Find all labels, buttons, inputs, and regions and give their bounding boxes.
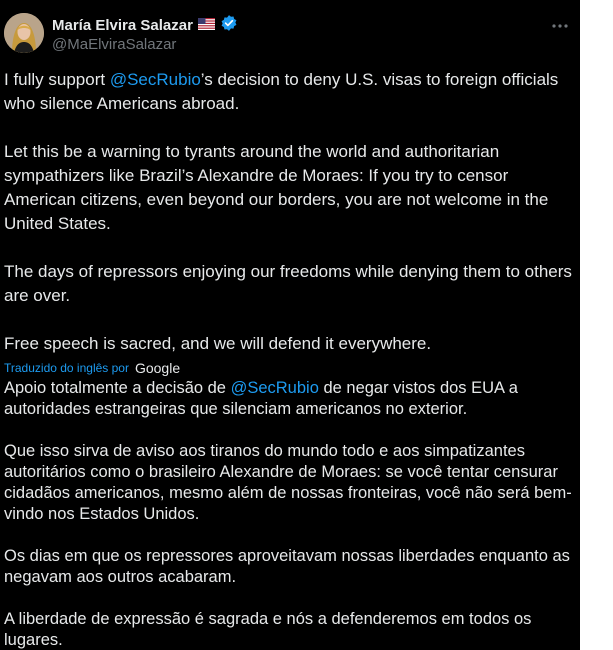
tweet-header: [0, 0, 580, 64]
tweet-paragraph: [4, 68, 572, 116]
text-segment: Apoio totalmente a decisão de: [4, 379, 231, 397]
tweet-paragraph: Free speech is sacred, and we will defend it everywhere.: [4, 334, 432, 353]
translated-paragraph: Que isso sirva de aviso aos tiranos do mundo todo e aos simpatizantes autoritários como o brasileiro Alexandre de Moraes: se você tentar censurar cidadãos americanos, mesmo além de nossas fronteiras, você não será bem-vindo nos Estados Unidos.: [4, 442, 572, 523]
tweet-text: [4, 68, 572, 356]
text-segment: ’s decision to deny U.S. visas to foreign officials who silence Americans abroad.: [4, 70, 559, 113]
tweet-paragraph: The days of repressors enjoying our freedoms while denying them to others are over.: [4, 262, 572, 305]
verified-badge-icon[interactable]: [220, 14, 238, 37]
translated-text: [4, 378, 572, 650]
translation-label[interactable]: Traduzido do inglês por: [4, 361, 129, 375]
avatar[interactable]: [4, 13, 44, 53]
google-logo: Google: [134, 360, 181, 376]
translated-paragraph: A liberdade de expressão é sagrada e nós a defenderemos em todos os lugares.: [4, 610, 532, 649]
more-options-button[interactable]: [546, 12, 574, 40]
text-segment: I fully support: [4, 70, 110, 89]
display-name[interactable]: María Elvira Salazar: [52, 17, 193, 34]
tweet-paragraph: Let this be a warning to tyrants around the world and authoritarian sympathizers like Brazil’s Alexandre de Moraes: If you try to censor American citizens, even beyond our borders, you are not welcome in the United States.: [4, 142, 549, 233]
text-segment: de negar vistos dos EUA a autoridades estrangeiras que silenciam americanos no exterior.: [4, 379, 518, 418]
tweet-content: [4, 68, 572, 650]
us-flag-icon: [198, 17, 215, 35]
name-row: [52, 14, 238, 37]
user-handle[interactable]: @MaElviraSalazar: [52, 36, 177, 53]
mention-link[interactable]: @SecRubio: [230, 379, 319, 397]
mention-link[interactable]: @SecRubio: [109, 70, 201, 89]
translated-paragraph: Os dias em que os repressores aproveitavam nossas liberdades enquanto as negavam aos outros acabaram.: [4, 547, 570, 586]
translated-paragraph: [4, 378, 572, 420]
more-icon: [550, 16, 570, 36]
translation-attribution: [4, 358, 572, 378]
